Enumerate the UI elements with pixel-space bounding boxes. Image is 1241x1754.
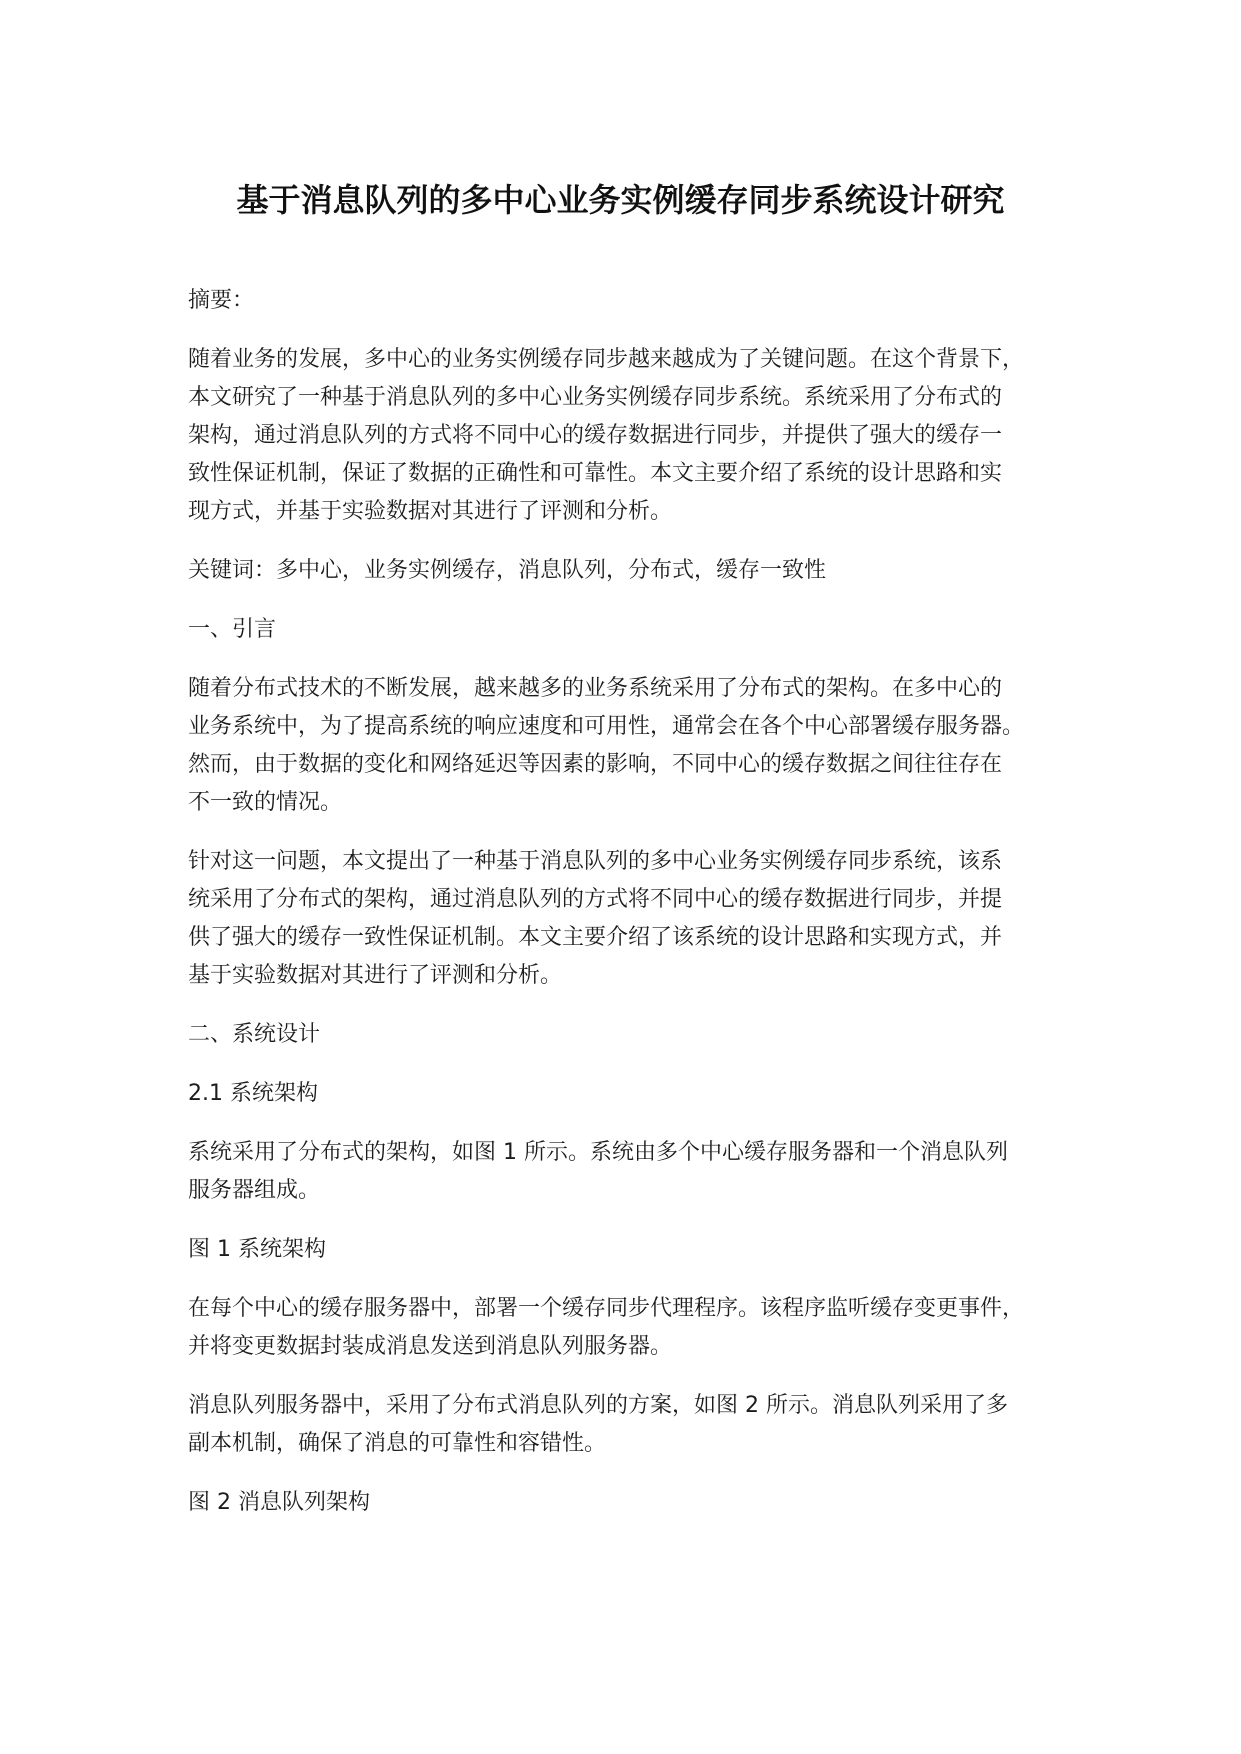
text-line: 二、系统设计 (188, 1022, 321, 1047)
message-queue-paragraph (188, 1387, 1078, 1463)
text-line: 然而，由于数据的变化和网络延迟等因素的影响，不同中心的缓存数据之间往往存在 (188, 752, 1003, 777)
abstract-paragraph (188, 341, 1078, 531)
text-line: 针对这一问题，本文提出了一种基于消息队列的多中心业务实例缓存同步系统，该系 (188, 849, 1003, 874)
introduction-paragraph-2 (188, 843, 1078, 995)
text-line: 随着业务的发展，多中心的业务实例缓存同步越来越成为了关键问题。在这个背景下， (188, 347, 1025, 372)
text-line: 一、引言 (188, 617, 277, 642)
text-line: 在每个中心的缓存服务器中，部署一个缓存同步代理程序。该程序监听缓存变更事件， (188, 1296, 1025, 1321)
text-line: 消息队列服务器中，采用了分布式消息队列的方案，如图 2 所示。消息队列采用了多 (188, 1393, 1008, 1418)
text-line: 架构，通过消息队列的方式将不同中心的缓存数据进行同步，并提供了强大的缓存一 (188, 423, 1003, 448)
text-line: 业务系统中，为了提高系统的响应速度和可用性，通常会在各个中心部署缓存服务器。 (188, 714, 1025, 739)
text-line: 服务器组成。 (188, 1178, 321, 1203)
document-body (188, 282, 1078, 1543)
text-line: 供了强大的缓存一致性保证机制。本文主要介绍了该系统的设计思路和实现方式，并 (188, 925, 1003, 950)
document-title: 基于消息队列的多中心业务实例缓存同步系统设计研究 (236, 181, 1005, 219)
text-line: 副本机制，确保了消息的可靠性和容错性。 (188, 1431, 607, 1456)
subsection-heading-architecture (188, 1075, 1078, 1113)
architecture-paragraph (188, 1134, 1078, 1210)
text-line: 基于实验数据对其进行了评测和分析。 (188, 963, 563, 988)
introduction-paragraph-1 (188, 670, 1078, 822)
text-line: 统采用了分布式的架构，通过消息队列的方式将不同中心的缓存数据进行同步，并提 (188, 887, 1003, 912)
abstract-heading (188, 282, 1078, 320)
text-line: 图 1 系统架构 (188, 1237, 326, 1262)
section-heading-introduction (188, 611, 1078, 649)
figure-2-caption (188, 1484, 1078, 1522)
text-line: 图 2 消息队列架构 (188, 1490, 370, 1515)
text-line: 致性保证机制，保证了数据的正确性和可靠性。本文主要介绍了系统的设计思路和实 (188, 461, 1003, 486)
figure-1-caption (188, 1231, 1078, 1269)
text-line: 现方式，并基于实验数据对其进行了评测和分析。 (188, 499, 673, 524)
cache-agent-paragraph (188, 1290, 1078, 1366)
text-line: 摘要： (188, 288, 255, 313)
text-line: 本文研究了一种基于消息队列的多中心业务实例缓存同步系统。系统采用了分布式的 (188, 385, 1003, 410)
keywords-line (188, 552, 1078, 590)
text-line: 随着分布式技术的不断发展，越来越多的业务系统采用了分布式的架构。在多中心的 (188, 676, 1003, 701)
text-line: 系统采用了分布式的架构，如图 1 所示。系统由多个中心缓存服务器和一个消息队列 (188, 1140, 1008, 1165)
text-line: 不一致的情况。 (188, 790, 343, 815)
section-heading-system-design (188, 1016, 1078, 1054)
text-line: 关键词：多中心，业务实例缓存，消息队列，分布式，缓存一致性 (188, 558, 827, 583)
text-line: 并将变更数据封装成消息发送到消息队列服务器。 (188, 1334, 673, 1359)
text-line: 2.1 系统架构 (188, 1081, 318, 1106)
